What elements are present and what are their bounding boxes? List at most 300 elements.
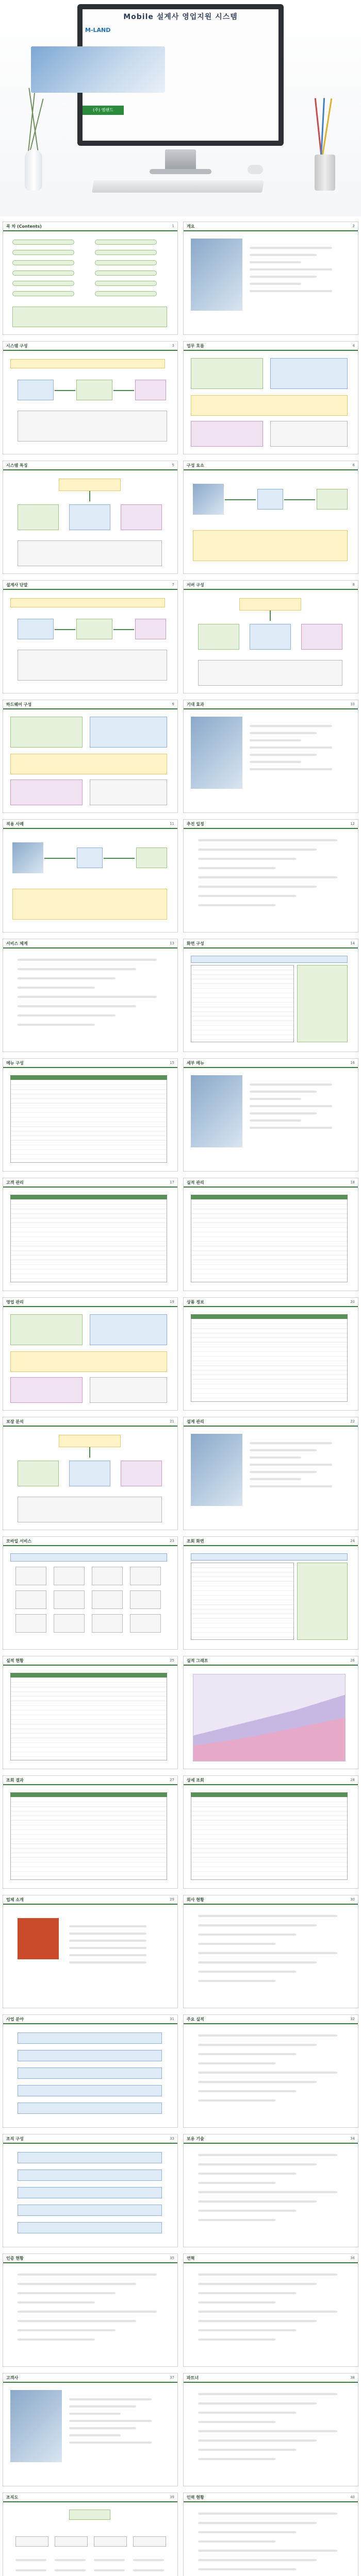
slide-header xyxy=(184,1776,358,1785)
service-icon xyxy=(92,1590,123,1609)
slide-title: 시스템 특징 xyxy=(6,463,28,468)
tree-branch xyxy=(55,2536,88,2547)
flow-arrow xyxy=(113,390,134,391)
slide-number: 9 xyxy=(172,702,174,706)
text-line xyxy=(69,2398,152,2400)
slide-number: 28 xyxy=(350,1778,355,1782)
info-bar xyxy=(18,2222,162,2233)
data-table xyxy=(10,1195,167,1282)
list-line xyxy=(198,839,337,841)
slide-header xyxy=(184,2254,358,2263)
toc-item xyxy=(12,270,74,276)
text-line xyxy=(250,247,332,249)
flow-arrow xyxy=(113,629,134,630)
slide-header xyxy=(3,2015,177,2024)
slide-content xyxy=(188,1549,354,1645)
icons-header xyxy=(10,1553,167,1562)
list-line xyxy=(18,987,95,989)
block xyxy=(90,717,167,748)
diagram-node xyxy=(250,624,291,650)
service-icon xyxy=(54,1590,85,1609)
toc-item xyxy=(12,240,74,245)
slide-header xyxy=(3,700,177,709)
slide-number: 15 xyxy=(170,1061,174,1065)
list-line xyxy=(198,2421,275,2423)
slide-12 xyxy=(183,819,358,933)
flow-header xyxy=(10,359,165,368)
slide-header xyxy=(184,1895,358,1905)
text-line xyxy=(69,2413,121,2415)
list-line xyxy=(198,1980,275,1982)
list-line xyxy=(198,2163,317,2165)
text-line xyxy=(69,1954,146,1956)
list-line xyxy=(198,2274,337,2276)
text-line xyxy=(250,1098,301,1100)
tree-leaf xyxy=(133,2569,164,2571)
toc-note xyxy=(12,307,167,327)
slide-number: 7 xyxy=(172,583,174,587)
list-line xyxy=(198,1915,337,1917)
slide-content xyxy=(7,1908,173,2004)
diagram-node xyxy=(18,504,59,530)
service-icon xyxy=(15,1590,46,1609)
slide-photo xyxy=(191,1434,242,1506)
list-line xyxy=(198,886,317,888)
tree-leaf xyxy=(55,2559,86,2561)
slide-content xyxy=(7,354,173,450)
text-line xyxy=(250,254,317,256)
slide-13 xyxy=(3,939,178,1052)
text-line xyxy=(69,2434,121,2436)
slide-title: 회사 현황 xyxy=(187,1897,204,1902)
text-line xyxy=(250,261,301,263)
slide-33 xyxy=(3,2134,178,2247)
flower-vase-image xyxy=(15,88,52,191)
list-line xyxy=(198,904,275,906)
slide-title: 영업 관리 xyxy=(6,1299,24,1304)
info-bar xyxy=(18,2050,162,2061)
slide-1 xyxy=(3,222,178,335)
slide-photo xyxy=(10,2390,62,2462)
flow-detail xyxy=(18,411,167,442)
block xyxy=(10,1351,167,1372)
monitor-stand xyxy=(165,149,196,170)
list-line xyxy=(198,2210,296,2212)
diagram-node xyxy=(301,624,342,650)
text-line xyxy=(250,290,332,292)
slide-37 xyxy=(3,2373,178,2486)
slide-header xyxy=(184,222,358,231)
slide-19 xyxy=(3,1297,178,1411)
slide-content xyxy=(7,832,173,928)
list-line xyxy=(198,2550,337,2552)
slide-content xyxy=(188,2505,354,2576)
slide-header xyxy=(3,2134,177,2144)
slide-content xyxy=(188,2147,354,2243)
list-line xyxy=(198,2412,296,2414)
data-table xyxy=(10,1673,167,1760)
slide-35 xyxy=(3,2253,178,2367)
slide-content xyxy=(7,1788,173,1884)
slide-number: 24 xyxy=(350,1539,355,1543)
toc-item xyxy=(12,260,74,265)
list-line xyxy=(198,2072,337,2074)
block xyxy=(90,1314,167,1345)
block xyxy=(10,1377,83,1403)
slide-number: 22 xyxy=(350,1419,355,1423)
slide-number: 13 xyxy=(170,941,174,945)
table-header-row xyxy=(10,1792,167,1797)
slide-header xyxy=(3,820,177,829)
list-line xyxy=(198,2458,275,2460)
list-line xyxy=(198,2430,337,2432)
table-header-row xyxy=(191,1314,348,1319)
slide-content xyxy=(7,1430,173,1526)
slide-number: 4 xyxy=(352,344,355,348)
text-line xyxy=(250,1471,317,1473)
diagram-top xyxy=(59,1435,121,1447)
data-table xyxy=(10,1075,167,1163)
slide-23 xyxy=(3,1536,178,1650)
slide-content xyxy=(188,832,354,928)
slide-15 xyxy=(3,1058,178,1172)
slide-number: 20 xyxy=(350,1300,355,1304)
slide-title: 실적 관리 xyxy=(187,1180,204,1185)
text-line xyxy=(250,1083,332,1086)
slide-content xyxy=(7,2386,173,2482)
text-line xyxy=(250,732,317,734)
slide-content xyxy=(188,1071,354,1167)
tree-leaf xyxy=(15,2559,46,2561)
text-line xyxy=(250,268,332,270)
list-line xyxy=(198,2099,275,2102)
list-line xyxy=(198,2173,296,2175)
slide-39 xyxy=(3,2493,178,2576)
slide-header xyxy=(184,2374,358,2383)
slide-number: 2 xyxy=(352,224,355,228)
list-line xyxy=(18,1014,116,1016)
slide-header xyxy=(184,1178,358,1188)
slide-number: 14 xyxy=(350,941,355,945)
slide-5 xyxy=(3,461,178,574)
slide-number: 37 xyxy=(170,2376,174,2380)
list-line xyxy=(198,1961,317,1963)
list-line xyxy=(198,895,296,897)
cover-logo: M-LAND xyxy=(85,27,111,33)
list-line xyxy=(198,849,317,851)
slide-number: 6 xyxy=(352,463,355,467)
slide-header xyxy=(3,2493,177,2502)
list-line xyxy=(198,1924,317,1926)
slide-header xyxy=(3,2374,177,2383)
flow-node xyxy=(18,619,54,639)
slide-number: 17 xyxy=(170,1180,174,1184)
block xyxy=(191,358,263,389)
cover-company-badge: (주) 엠랜드 xyxy=(83,106,124,115)
list-line xyxy=(18,1005,136,1007)
text-line xyxy=(250,1442,332,1444)
diagram-node xyxy=(198,624,239,650)
service-icon xyxy=(130,1567,161,1585)
info-bar xyxy=(18,2032,162,2044)
list-line xyxy=(18,959,157,961)
slide-header xyxy=(184,1417,358,1427)
list-line xyxy=(198,2540,275,2543)
flow-arrow xyxy=(55,390,75,391)
slide-number: 8 xyxy=(352,583,355,587)
text-line xyxy=(250,276,317,278)
slide-content xyxy=(188,593,354,689)
data-table xyxy=(191,1195,348,1282)
slide-title: 구성 요소 xyxy=(187,463,204,468)
slide-27 xyxy=(3,1775,178,1889)
text-line xyxy=(69,1940,146,1942)
slide-content xyxy=(7,1549,173,1645)
slide-content xyxy=(7,952,173,1047)
slide-38 xyxy=(183,2373,358,2486)
flow-node xyxy=(18,380,54,400)
list-line xyxy=(198,2062,275,2064)
block xyxy=(10,754,167,774)
list-line xyxy=(18,2274,157,2276)
list-line xyxy=(198,2513,337,2515)
list-line xyxy=(198,2191,337,2193)
list-line xyxy=(18,996,157,998)
slide-number: 38 xyxy=(350,2376,355,2380)
slide-title: 연혁 xyxy=(187,2256,195,2261)
diagram-top xyxy=(239,598,301,611)
flow-node xyxy=(76,619,112,639)
block xyxy=(270,421,348,447)
screen-panel xyxy=(297,965,348,1042)
block xyxy=(90,1377,167,1403)
slide-title: 파트너 xyxy=(187,2375,199,2380)
slide-content xyxy=(7,2266,173,2362)
cover-slide xyxy=(0,0,361,216)
slide-content xyxy=(7,473,173,569)
slide-header xyxy=(3,1656,177,1666)
slide-content xyxy=(7,1669,173,1765)
slide-25 xyxy=(3,1656,178,1769)
slide-header xyxy=(3,2254,177,2263)
slide-title: 조직도 xyxy=(6,2495,19,2500)
slide-header xyxy=(3,1537,177,1546)
text-line xyxy=(250,1449,317,1451)
slide-content xyxy=(188,952,354,1047)
service-icon xyxy=(130,1614,161,1633)
list-line xyxy=(18,2329,116,2331)
slide-content xyxy=(7,234,173,330)
slide-title: 보장 분석 xyxy=(6,1419,24,1424)
list-line xyxy=(198,2301,275,2303)
slide-content xyxy=(188,2386,354,2482)
diagram-bottom xyxy=(18,540,162,566)
slide-number: 35 xyxy=(170,2256,174,2260)
tree-leaf xyxy=(15,2569,46,2571)
text-line xyxy=(69,2442,152,2444)
data-table xyxy=(191,1314,348,1402)
service-icon xyxy=(15,1567,46,1585)
slide-title: 업무 흐름 xyxy=(187,343,204,348)
slide-number: 40 xyxy=(350,2495,355,2499)
info-bar xyxy=(18,2103,162,2114)
screen-table xyxy=(191,965,294,1042)
network-link xyxy=(284,499,315,500)
list-line xyxy=(198,2311,337,2313)
slide-title: 개요 xyxy=(187,224,195,229)
slide-7 xyxy=(3,580,178,693)
list-line xyxy=(198,2053,296,2055)
slide-content xyxy=(188,713,354,808)
slide-content xyxy=(188,234,354,330)
slide-content xyxy=(188,1669,354,1765)
list-line xyxy=(198,2182,275,2184)
slide-content xyxy=(188,1310,354,1406)
tree-root xyxy=(69,2510,110,2520)
data-table xyxy=(191,1792,348,1880)
slide-title: 고객사 xyxy=(6,2375,19,2380)
slide-content xyxy=(7,713,173,808)
slide-content xyxy=(7,1071,173,1167)
network-link xyxy=(44,858,75,859)
toc-item xyxy=(95,260,157,265)
db-node xyxy=(136,848,167,868)
info-bar xyxy=(18,2205,162,2216)
slide-content xyxy=(188,1430,354,1526)
slide-title: 메뉴 구성 xyxy=(6,1060,24,1065)
screen-toolbar xyxy=(191,956,348,963)
tree-branch xyxy=(94,2536,127,2547)
block xyxy=(90,779,167,805)
slide-title: 주요 실적 xyxy=(187,2016,204,2022)
diagram-top xyxy=(59,479,121,491)
slide-header xyxy=(3,939,177,948)
table-header-row xyxy=(191,1792,348,1797)
list-line xyxy=(198,2439,317,2442)
pencil-cup-image xyxy=(309,98,340,191)
slide-14 xyxy=(183,939,358,1052)
screen-panel xyxy=(297,1563,348,1640)
slide-number: 5 xyxy=(172,463,174,467)
device-image xyxy=(12,842,43,873)
slide-header xyxy=(184,581,358,590)
slide-number: 16 xyxy=(350,1061,355,1065)
flow-node xyxy=(76,380,112,400)
text-line xyxy=(250,1112,317,1114)
info-bar xyxy=(18,2152,162,2163)
table-header-row xyxy=(10,1673,167,1677)
text-line xyxy=(250,768,332,770)
slide-40 xyxy=(183,2493,358,2576)
slide-22 xyxy=(183,1417,358,1530)
slide-number: 11 xyxy=(170,822,174,826)
slide-title: 화면 구성 xyxy=(187,941,204,946)
slide-title: 목 차 (Contents) xyxy=(6,224,42,229)
slide-32 xyxy=(183,2014,358,2128)
slide-header xyxy=(184,2134,358,2144)
slide-20 xyxy=(183,1297,358,1411)
list-line xyxy=(198,2531,296,2533)
slide-header xyxy=(3,1776,177,1785)
text-line xyxy=(250,283,301,285)
slide-header xyxy=(184,1059,358,1068)
slide-number: 27 xyxy=(170,1778,174,1782)
slide-content xyxy=(188,1191,354,1286)
text-line xyxy=(250,1485,332,1487)
company-logo xyxy=(18,1918,59,1959)
slide-30 xyxy=(183,1895,358,2008)
slide-content xyxy=(7,2505,173,2576)
slide-title: 고객 관리 xyxy=(6,1180,24,1185)
slide-26 xyxy=(183,1656,358,1769)
service-icon xyxy=(54,1567,85,1585)
list-line xyxy=(198,1934,296,1936)
slide-header xyxy=(3,1178,177,1188)
list-line xyxy=(198,2090,296,2092)
list-line xyxy=(198,1971,296,1973)
slide-number: 10 xyxy=(350,702,355,706)
slide-number: 21 xyxy=(170,1419,174,1423)
slide-title: 기대 효과 xyxy=(187,702,204,707)
text-line xyxy=(250,761,301,763)
flow-node xyxy=(135,619,166,639)
list-line xyxy=(18,2311,157,2313)
slide-21 xyxy=(3,1417,178,1530)
tree-leaf xyxy=(55,2569,86,2571)
slide-header xyxy=(3,1059,177,1068)
slide-28 xyxy=(183,1775,358,1889)
slide-number: 31 xyxy=(170,2017,174,2021)
slide-title: 모바일 서비스 xyxy=(6,1538,32,1544)
text-line xyxy=(69,1933,146,1935)
slide-header xyxy=(184,1537,358,1546)
slide-header xyxy=(184,939,358,948)
slide-6 xyxy=(183,461,358,574)
list-line xyxy=(198,876,337,878)
block xyxy=(191,421,263,447)
slide-number: 36 xyxy=(350,2256,355,2260)
diagram-link xyxy=(89,491,90,501)
slide-title: 설계사 단말 xyxy=(6,582,28,587)
toc-item xyxy=(95,250,157,255)
slide-number: 32 xyxy=(350,2017,355,2021)
slide-header xyxy=(3,461,177,470)
slide-title: 조회 화면 xyxy=(187,1538,204,1544)
slide-content xyxy=(188,1788,354,1884)
slide-title: 실적 그래프 xyxy=(187,1658,208,1663)
slide-title: 시스템 구성 xyxy=(6,343,28,348)
screen-toolbar xyxy=(191,1553,348,1561)
slide-number: 30 xyxy=(350,1897,355,1902)
slide-2 xyxy=(183,222,358,335)
slide-number: 29 xyxy=(170,1897,174,1902)
slide-header xyxy=(3,342,177,351)
diagram-link xyxy=(270,611,271,621)
slide-title: 적용 사례 xyxy=(6,821,24,826)
list-line xyxy=(198,2081,317,2083)
slide-photo xyxy=(191,239,242,311)
slide-title: 실적 현황 xyxy=(6,1658,24,1663)
slide-content xyxy=(188,2027,354,2123)
list-line xyxy=(198,2035,337,2037)
toc-item xyxy=(95,291,157,296)
slide-header xyxy=(3,1895,177,1905)
slide-title: 세부 메뉴 xyxy=(187,1060,204,1065)
slide-24 xyxy=(183,1536,358,1650)
flow-arrow xyxy=(55,629,75,630)
area-chart xyxy=(193,1674,346,1761)
slide-number: 1 xyxy=(172,224,174,228)
